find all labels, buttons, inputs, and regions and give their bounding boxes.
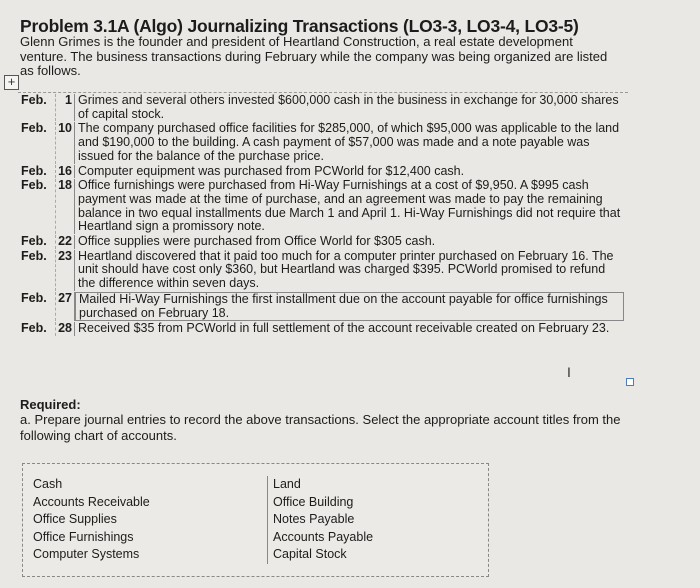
- transaction-text: Grimes and several others invested $600,000 cash in the business in exchange for 30,000 shares of capital stock.: [78, 93, 619, 121]
- transaction-row: [18, 164, 628, 179]
- required-heading: Required:: [20, 397, 81, 412]
- account-item: Office Supplies: [33, 512, 117, 526]
- chart-of-accounts: [22, 463, 489, 577]
- account-item: Capital Stock: [273, 547, 347, 561]
- problem-intro: Glenn Grimes is the founder and president of Heartland Construction, a real estate development venture. The business transactions during February while the company was being organized are listed as follows.: [20, 34, 608, 78]
- transaction-row: [18, 234, 628, 249]
- account-item: Cash: [33, 477, 63, 491]
- transaction-month: Feb.: [21, 290, 47, 305]
- plus-box-icon[interactable]: +: [4, 75, 19, 90]
- transaction-day: 1: [55, 94, 75, 121]
- transaction-day: 16: [55, 165, 75, 179]
- transaction-day: 27: [55, 292, 75, 321]
- required-text: a. Prepare journal entries to record the above transactions. Select the appropriate account titles from the following chart of accounts.: [20, 412, 621, 443]
- transaction-text: Office furnishings were purchased from Hi-Way Furnishings at a cost of $9,950. A $995 cash payment was made at the time of purchase, and an agreement was made to pay the remaining balance in two equal installments due March 1 and April 1. Hi-Way Furnishings did not require that Heartland sign a promissory note.: [78, 178, 621, 234]
- accounts-right-column: [267, 476, 373, 564]
- account-item: Land: [273, 477, 301, 491]
- transaction-row: [18, 178, 628, 234]
- transaction-day: 10: [55, 122, 75, 163]
- transaction-day: 22: [55, 235, 75, 249]
- transaction-text: Mailed Hi-Way Furnishings the first installment due on the account payable for office furnishings purchased on February 18.: [75, 292, 624, 321]
- accounts-left-column: [33, 476, 150, 564]
- account-item: Accounts Payable: [273, 529, 374, 544]
- transaction-text: The company purchased office facilities for $285,000, of which $95,000 was applicable to the land and $190,000 to the building. A cash payment of $57,000 was made and a note payable was issued for the balance of the purchase price.: [78, 121, 620, 163]
- transactions-table: [18, 92, 628, 336]
- resize-handle[interactable]: [626, 378, 634, 386]
- transaction-month: Feb.: [21, 248, 47, 263]
- transaction-month: Feb.: [21, 163, 47, 178]
- transaction-text: Computer equipment was purchased from PCWorld for $12,400 cash.: [78, 163, 465, 178]
- transaction-row: [18, 249, 628, 291]
- transaction-month: Feb.: [21, 234, 47, 249]
- transaction-text: Received $35 from PCWorld in full settlement of the account receivable created on February 23.: [78, 321, 610, 336]
- transaction-month: Feb.: [21, 121, 47, 136]
- transaction-text: Office supplies were purchased from Office World for $305 cash.: [78, 234, 436, 249]
- transaction-day: 23: [55, 250, 75, 291]
- transaction-row: [18, 321, 628, 336]
- account-item: Office Furnishings: [33, 529, 134, 544]
- transaction-month: Feb.: [21, 321, 47, 336]
- account-item: Accounts Receivable: [33, 494, 150, 509]
- transaction-month: Feb.: [21, 178, 47, 193]
- account-item: Office Building: [273, 494, 354, 509]
- transaction-text: Heartland discovered that it paid too much for a computer printer purchased on February 16. The unit should have cost only $360, but Heartland was charged $395. PCWorld promised to refund the difference within seven days.: [78, 248, 614, 291]
- transaction-row: [18, 93, 628, 121]
- transaction-day: 28: [55, 322, 75, 336]
- text-cursor-icon: I: [567, 364, 571, 380]
- problem-title: Problem 3.1A (Algo) Journalizing Transactions (LO3-3, LO3-4, LO3-5): [20, 16, 579, 36]
- account-item: Computer Systems: [33, 547, 140, 561]
- transaction-row: [18, 291, 628, 321]
- transaction-day: 18: [55, 179, 75, 234]
- transaction-row: [18, 121, 628, 163]
- transaction-month: Feb.: [21, 93, 47, 107]
- account-item: Notes Payable: [273, 512, 355, 526]
